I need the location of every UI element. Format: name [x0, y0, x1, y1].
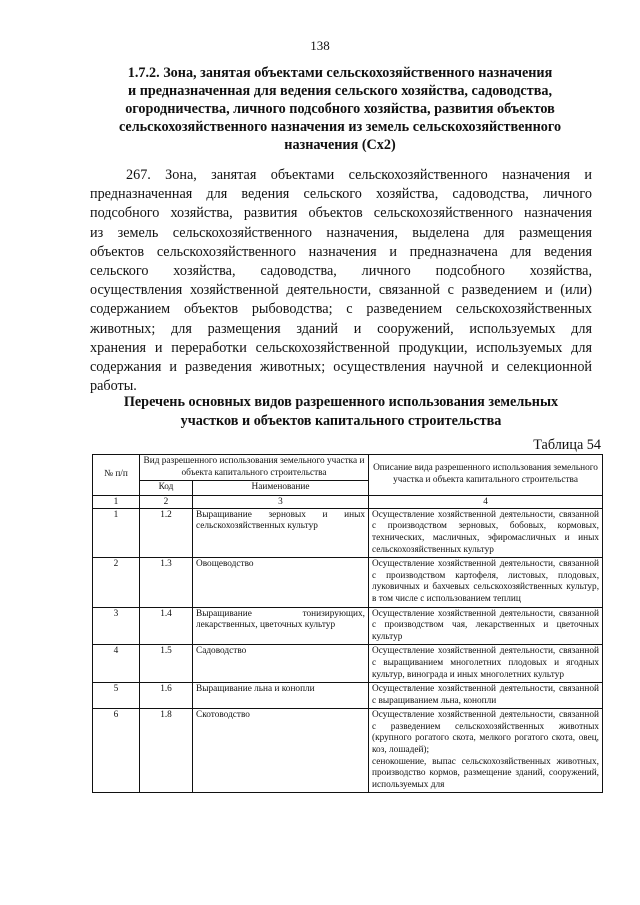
paragraph-line: 267. Зона, занятая объектами сельскохозяйственного назначения и: [126, 167, 592, 183]
row-description-part: Осуществление хозяйственной деятельности, связанной с разведением сельскохозяйственных животных (крупного рогатого скота, мелкого рогатого скота, овец, коз, лошадей);: [372, 710, 600, 756]
row-name: Скотоводство: [193, 709, 369, 793]
row-num: 6: [93, 709, 140, 793]
list-title-line: Перечень основных видов разрешенного использования земельных: [123, 394, 559, 410]
header-name: Наименование: [193, 481, 369, 496]
column-number: 1: [93, 495, 140, 508]
row-name: Овощеводство: [193, 558, 369, 607]
column-number: 2: [140, 495, 193, 508]
permitted-use-table: [92, 454, 603, 793]
row-name: Выращивание льна и конопли: [193, 683, 369, 709]
paragraph-line: содержания и разведения животных; осуществления научной и селекционной: [90, 359, 592, 376]
table-row: [93, 683, 603, 709]
section-title: [100, 64, 580, 154]
paragraph-line: сельского хозяйства, садоводства, личного подсобного хозяйства,: [90, 263, 592, 280]
row-code: 1.8: [140, 709, 193, 793]
paragraph-line: хранения и переработки сельскохозяйственной продукции, используемых для: [90, 339, 592, 356]
section-title-line: огородничества, личного подсобного хозяйства, развития объектов: [125, 101, 555, 117]
paragraph-line: объектов сельскохозяйственного назначения и предназначена для ведения: [90, 243, 592, 260]
list-title-line: участков и объектов капитального строительства: [180, 413, 502, 429]
row-num: 3: [93, 607, 140, 645]
row-num: 1: [93, 508, 140, 557]
table-row: [93, 645, 603, 683]
row-num: 5: [93, 683, 140, 709]
paragraph-line: содержанием объектов рыбоводства; с разведением сельскохозяйственных: [90, 301, 592, 318]
row-code: 1.5: [140, 645, 193, 683]
table-caption: Таблица 54: [533, 437, 601, 453]
column-number: 4: [369, 495, 603, 508]
section-title-line: назначения (Сх2): [284, 137, 396, 153]
row-description: Осуществление хозяйственной деятельности, связанной с производством чая, лекарственных и цветочных культур: [369, 607, 603, 645]
row-description: Осуществление хозяйственной деятельности, связанной с производством картофеля, листовых, плодовых, луковичных и бахчевых сельскохозяйственных культур, в том числе с использованием теплиц: [369, 558, 603, 607]
row-code: 1.2: [140, 508, 193, 557]
header-num: № п/п: [93, 455, 140, 496]
row-description: Осуществление хозяйственной деятельности, связанной с выращиванием льна, конопли: [369, 683, 603, 709]
row-name: Выращивание зерновых и иных сельскохозяйственных культур: [193, 508, 369, 557]
row-description: [369, 709, 603, 793]
header-description: Описание вида разрешенного использования земельного участка и объекта капитального строительства: [369, 455, 603, 496]
paragraph-line: осуществления хозяйственной деятельности, связанной с разведением и (или): [90, 282, 592, 299]
section-title-line: сельскохозяйственного назначения из земель сельскохозяйственного: [118, 119, 562, 135]
table-row: [93, 709, 603, 793]
row-code: 1.3: [140, 558, 193, 607]
page-number: 138: [310, 38, 330, 53]
list-title: [90, 393, 592, 431]
paragraph-line: работы.: [90, 378, 137, 395]
paragraph-line: подсобного хозяйства, развития объектов сельскохозяйственного назначения: [90, 205, 592, 222]
row-code: 1.4: [140, 607, 193, 645]
table-row: [93, 558, 603, 607]
row-name: Выращивание тонизирующих, лекарственных, цветочных культур: [193, 607, 369, 645]
row-name: Садоводство: [193, 645, 369, 683]
paragraph-line: предназначенная для ведения сельского хозяйства, садоводства, личного: [90, 186, 592, 203]
column-number: 3: [193, 495, 369, 508]
table-row: [93, 508, 603, 557]
row-num: 4: [93, 645, 140, 683]
section-title-line: 1.7.2. Зона, занятая объектами сельскохозяйственного назначения: [127, 65, 553, 81]
row-description: Осуществление хозяйственной деятельности, связанной с выращиванием многолетних плодовых и ягодных культур, винограда и иных многолетних культур: [369, 645, 603, 683]
header-kind-group: Вид разрешенного использования земельного участка и объекта капитального строительства: [140, 455, 369, 481]
row-code: 1.6: [140, 683, 193, 709]
row-description: Осуществление хозяйственной деятельности, связанной с производством зерновых, бобовых, кормовых, технических, масличных, эфиромасличных и иных сельскохозяйственных культур: [369, 508, 603, 557]
row-num: 2: [93, 558, 140, 607]
table-row: [93, 607, 603, 645]
paragraph-line: животных; для размещения зданий и сооружений, используемых для: [90, 320, 592, 337]
header-code: Код: [140, 481, 193, 496]
zone-description-paragraph: [90, 166, 592, 396]
paragraph-line: из земель сельскохозяйственного назначения, выделена для размещения: [90, 224, 592, 241]
section-title-line: и предназначенная для ведения сельского хозяйства, садоводства,: [127, 83, 552, 99]
row-description-part: сенокошение, выпас сельскохозяйственных животных, производство кормов, размещение зданий, сооружений, используемых для: [372, 756, 600, 790]
